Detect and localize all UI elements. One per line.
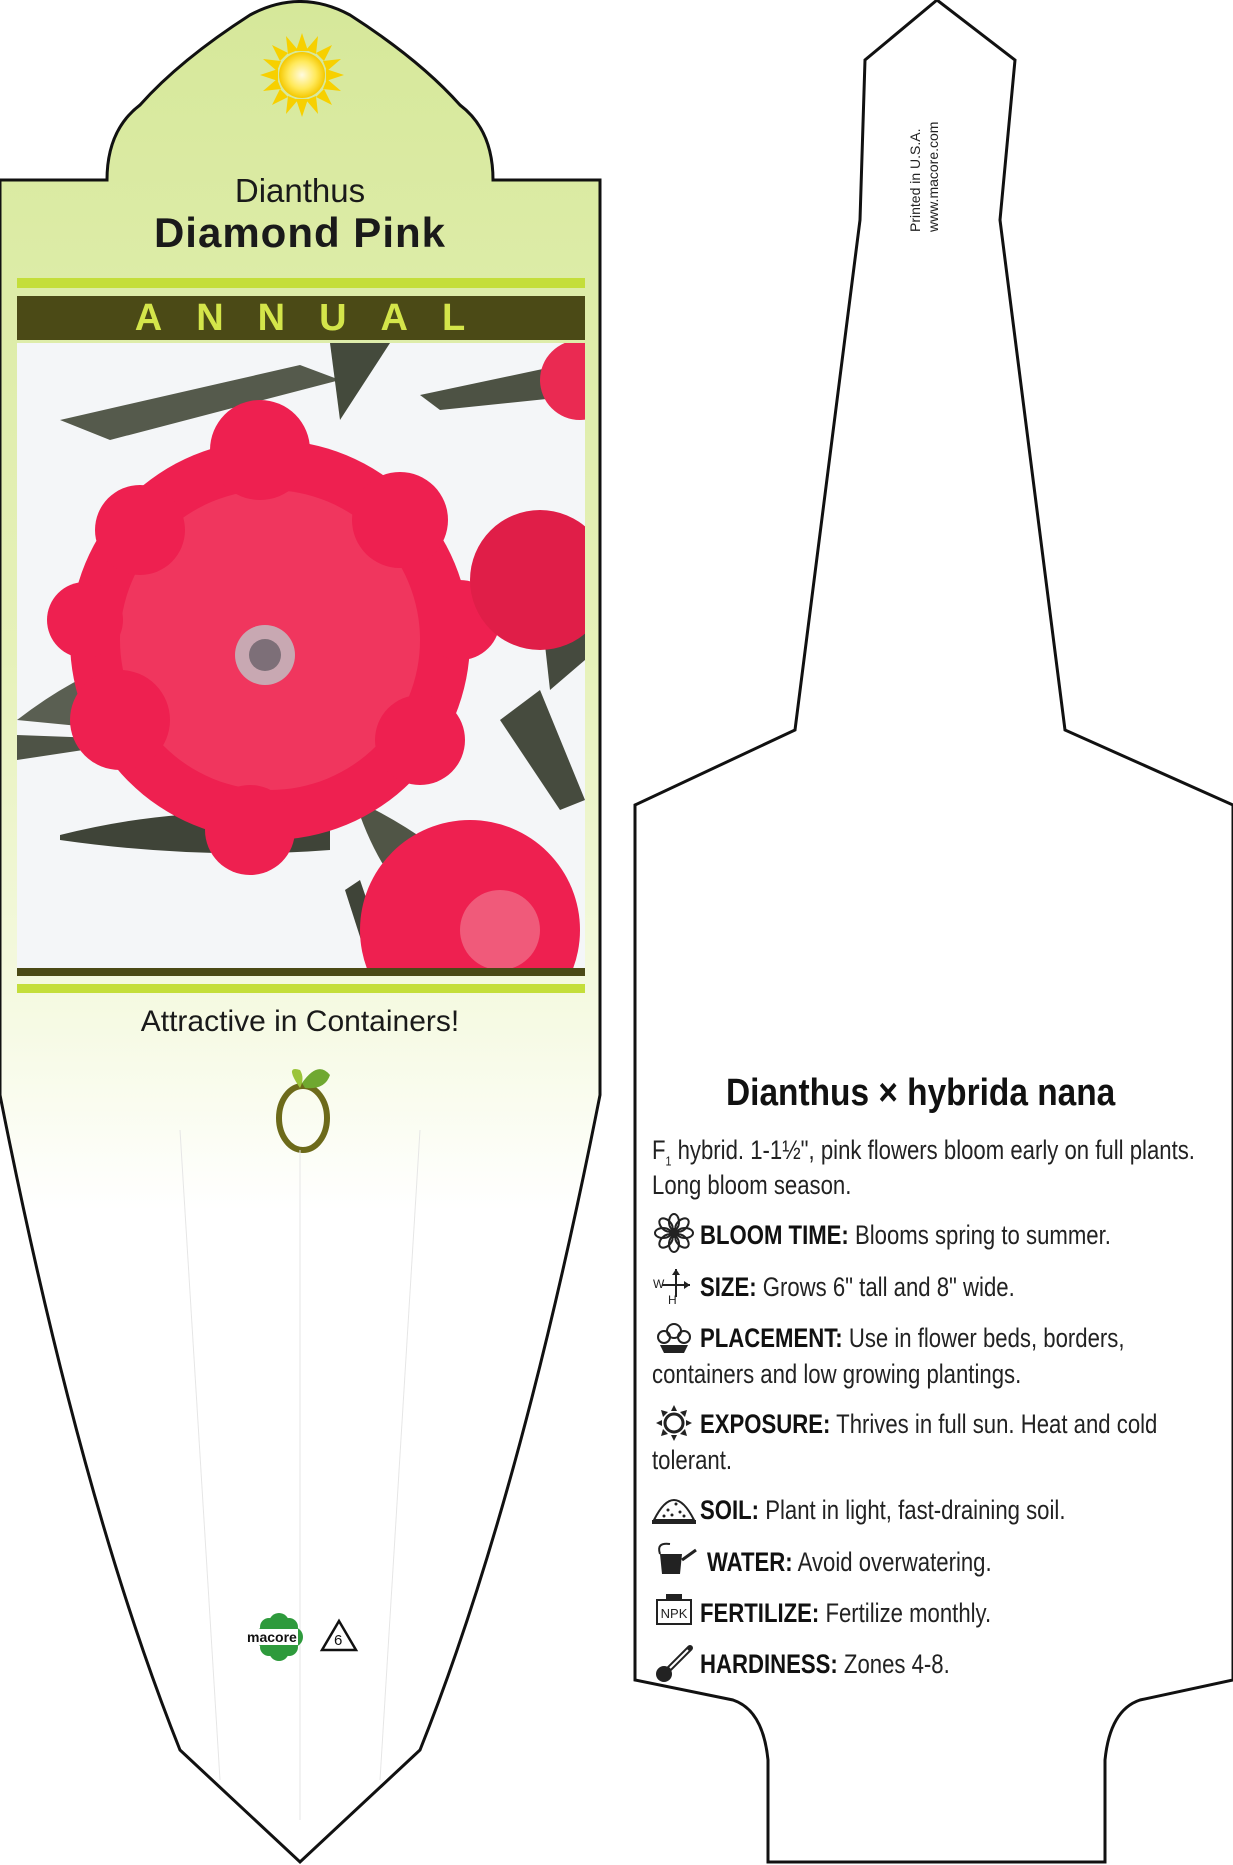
care-label: EXPOSURE: xyxy=(700,1409,831,1439)
back-tag-outline xyxy=(635,0,1233,1862)
care-label: HARDINESS: xyxy=(700,1649,838,1679)
website-url: www.macore.com xyxy=(925,121,941,232)
genus-name: Dianthus xyxy=(234,172,366,209)
f1-prefix: F xyxy=(652,1135,666,1165)
care-soil xyxy=(700,1495,1065,1526)
care-text: Avoid overwatering. xyxy=(792,1547,992,1577)
care-text: Blooms spring to summer. xyxy=(848,1220,1111,1250)
care-text: Plant in light, fast-draining soil. xyxy=(759,1495,1066,1525)
f1-subscript: 1 xyxy=(665,1153,672,1169)
description-line-2: Long bloom season. xyxy=(652,1170,852,1200)
size-icon-h: H xyxy=(668,1293,677,1307)
bottom-olive-band xyxy=(17,968,585,976)
description-text: hybrid. 1-1½", pink flowers bloom early on full plants. xyxy=(671,1135,1195,1165)
care-text: Fertilize monthly. xyxy=(819,1598,992,1628)
variety-name: Diamond Pink xyxy=(153,209,447,256)
care-placement-cont: containers and low growing plantings. xyxy=(652,1359,1022,1389)
care-label: FERTILIZE: xyxy=(700,1598,820,1628)
care-hardiness xyxy=(700,1649,950,1680)
care-text: Use in flower beds, borders, xyxy=(842,1323,1125,1353)
botanical-name: Dianthus × hybrida nana xyxy=(726,1072,1116,1114)
care-placement xyxy=(700,1323,1124,1354)
care-fertilize xyxy=(700,1598,991,1629)
care-label: BLOOM TIME: xyxy=(700,1220,849,1250)
annual-label: ANNUAL xyxy=(134,297,500,339)
printed-in-usa: Printed in U.S.A. xyxy=(907,128,923,232)
care-exposure xyxy=(700,1409,1157,1440)
recycle-code: 6 xyxy=(334,1632,343,1649)
brand-name: macore xyxy=(247,1629,297,1645)
care-text: Zones 4-8. xyxy=(837,1649,950,1679)
care-label: SIZE: xyxy=(700,1272,757,1302)
care-size xyxy=(700,1272,1015,1303)
care-water xyxy=(707,1547,992,1578)
care-label: PLACEMENT: xyxy=(700,1323,843,1353)
description-line-1 xyxy=(652,1135,1195,1168)
size-icon-w: W xyxy=(653,1277,665,1291)
care-label: SOIL: xyxy=(700,1495,760,1525)
npk-label: NPK xyxy=(660,1606,688,1621)
care-exposure-cont: tolerant. xyxy=(652,1445,733,1475)
care-text: Thrives in full sun. Heat and cold xyxy=(830,1409,1158,1439)
bottom-yellow-band xyxy=(17,984,585,993)
care-label: WATER: xyxy=(707,1547,793,1577)
tagline: Attractive in Containers! xyxy=(140,1005,460,1038)
full-sun-icon xyxy=(260,33,344,117)
care-bloom-time xyxy=(700,1220,1111,1251)
top-yellow-band xyxy=(17,278,585,288)
flower-photo xyxy=(17,340,620,1040)
care-text: Grows 6" tall and 8" wide. xyxy=(756,1272,1015,1302)
